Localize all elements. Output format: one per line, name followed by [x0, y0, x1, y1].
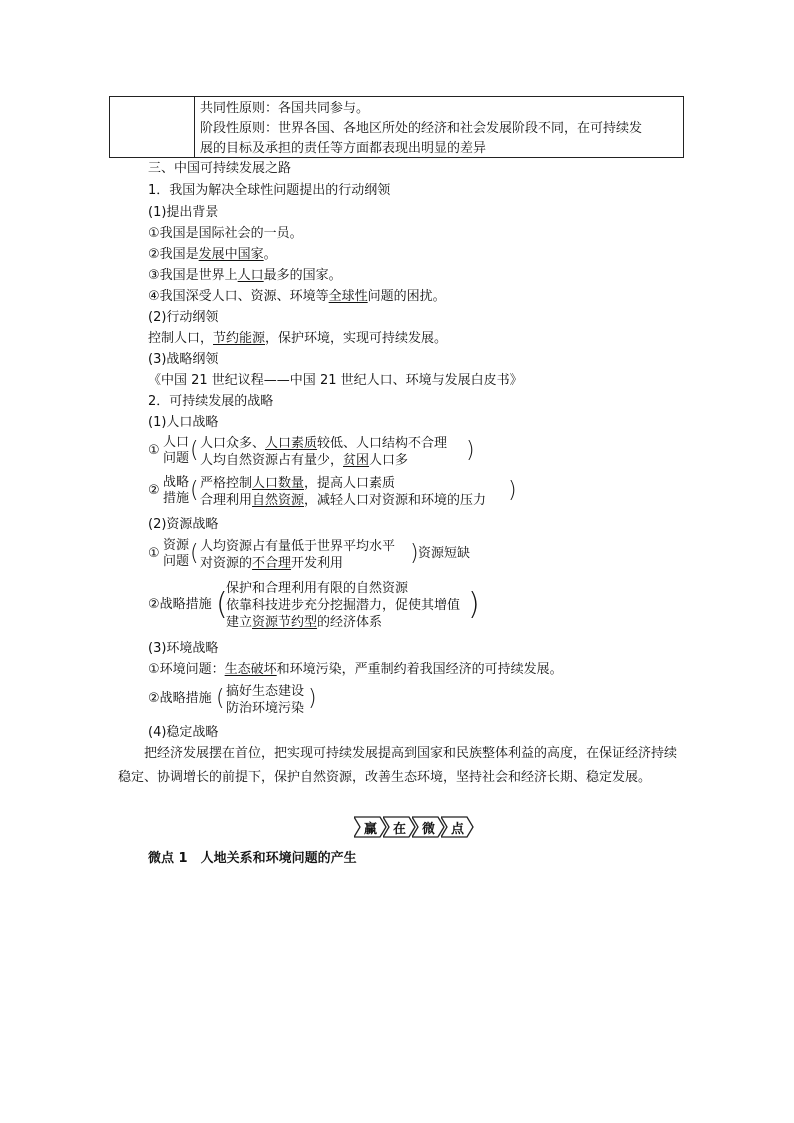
table-left-cell — [110, 97, 195, 157]
left-brace: ( — [216, 686, 225, 711]
left-brace: ( — [216, 587, 228, 622]
heading-stability: (4)稳定战略 — [148, 725, 219, 740]
micro-point-title: 微点 1 人地关系和环境问题的产生 — [148, 851, 357, 866]
action-text: 控制人口，节约能源，保护环境，实现可持续发展。 — [148, 331, 448, 346]
background-item: ①我国是国际社会的一员。 — [148, 226, 303, 241]
brace-label: 人口 — [163, 435, 190, 450]
resource-measure-block — [148, 579, 488, 633]
brace-label: 措施 — [163, 491, 190, 506]
heading-environment: (3)环境战略 — [148, 641, 219, 656]
banner-chevron: 在 — [383, 816, 416, 838]
banner-chevron: 点 — [441, 816, 474, 838]
heading-population: (1)人口战略 — [148, 415, 219, 430]
brace-lines: 搞好生态建设 防治环境污染 — [226, 684, 305, 716]
subsection-title: 2．可持续发展的战略 — [148, 394, 274, 409]
heading-strategy: (3)战略纲领 — [148, 352, 219, 367]
brace-lines: 人均资源占有量低于世界平均水平 对资源的不合理开发利用 — [200, 539, 396, 571]
heading-action: (2)行动纲领 — [148, 310, 219, 325]
heading-background: (1)提出背景 — [148, 205, 219, 220]
table-right-cell — [200, 99, 679, 159]
section-banner — [354, 816, 470, 838]
heading-resource: (2)资源战略 — [148, 517, 219, 532]
agenda-title: 《中国 21 世纪议程——中国 21 世纪人口、环境与发展白皮书》 — [148, 373, 523, 388]
environment-problem: ①环境问题：生态破坏和环境污染，严重制约着我国经济的可持续发展。 — [148, 662, 563, 677]
item-number: ① — [148, 546, 160, 561]
section-title: 三、中国可持续发展之路 — [148, 161, 292, 176]
brace-lines: 人口众多、人口素质较低、人口结构不合理 人均自然资源占有量少，贫困人口多 — [200, 436, 448, 468]
population-problem-block — [148, 434, 488, 470]
brace-label: 战略 — [163, 475, 190, 490]
item-number: ① — [148, 443, 160, 458]
table-line: 共同性原则：各国共同参与。 — [200, 101, 370, 116]
item-number: ② — [148, 483, 160, 498]
banner-chevron: 微 — [412, 816, 445, 838]
background-item: ②我国是发展中国家。 — [148, 247, 277, 262]
banner-chevron: 赢 — [354, 816, 387, 838]
population-measure-block — [148, 474, 528, 510]
table-line: 阶段性原则：世界各国、各地区所处的经济和社会发展阶段不同，在可持续发 — [200, 121, 643, 136]
right-brace: ) — [410, 541, 419, 566]
resource-problem-block — [148, 537, 488, 573]
table-line: 展的目标及承担的责任等方面都表现出明显的差异 — [200, 141, 487, 156]
left-brace: ( — [190, 438, 199, 463]
brace-lines: 保护和合理利用有限的自然资源 依靠科技进步充分挖掘潜力，促使其增值 建立资源节约型的经济体系 — [226, 581, 461, 630]
brace-label: 问题 — [163, 451, 190, 466]
brace-label: ②战略措施 — [148, 691, 212, 706]
brace-label: 资源 — [163, 538, 190, 553]
environment-measure-block — [148, 682, 348, 718]
right-brace: ) — [466, 438, 475, 463]
principles-table — [109, 96, 684, 158]
subsection-title: 1．我国为解决全球性问题提出的行动纲领 — [148, 183, 391, 198]
right-brace: ) — [508, 478, 517, 503]
stability-paragraph: 把经济发展摆在首位，把实现可持续发展提高到国家和民族整体利益的高度，在保证经济持续稳定、协调增长的前提下，保护自然资源，改善生态环境，坚持社会和经济长期、稳定发展。 — [118, 746, 678, 785]
brace-label: 问题 — [163, 554, 190, 569]
left-brace: ( — [190, 541, 199, 566]
brace-label: ②战略措施 — [148, 597, 212, 612]
brace-lines: 严格控制人口数量，提高人口素质 合理利用自然资源，减轻人口对资源和环境的压力 — [200, 476, 487, 508]
background-item: ④我国深受人口、资源、环境等全球性问题的困扰。 — [148, 289, 446, 304]
right-brace: ) — [308, 686, 317, 711]
left-brace: ( — [190, 478, 199, 503]
background-item: ③我国是世界上人口最多的国家。 — [148, 268, 342, 283]
right-brace: ) — [468, 587, 480, 622]
brace-result: 资源短缺 — [418, 546, 471, 561]
